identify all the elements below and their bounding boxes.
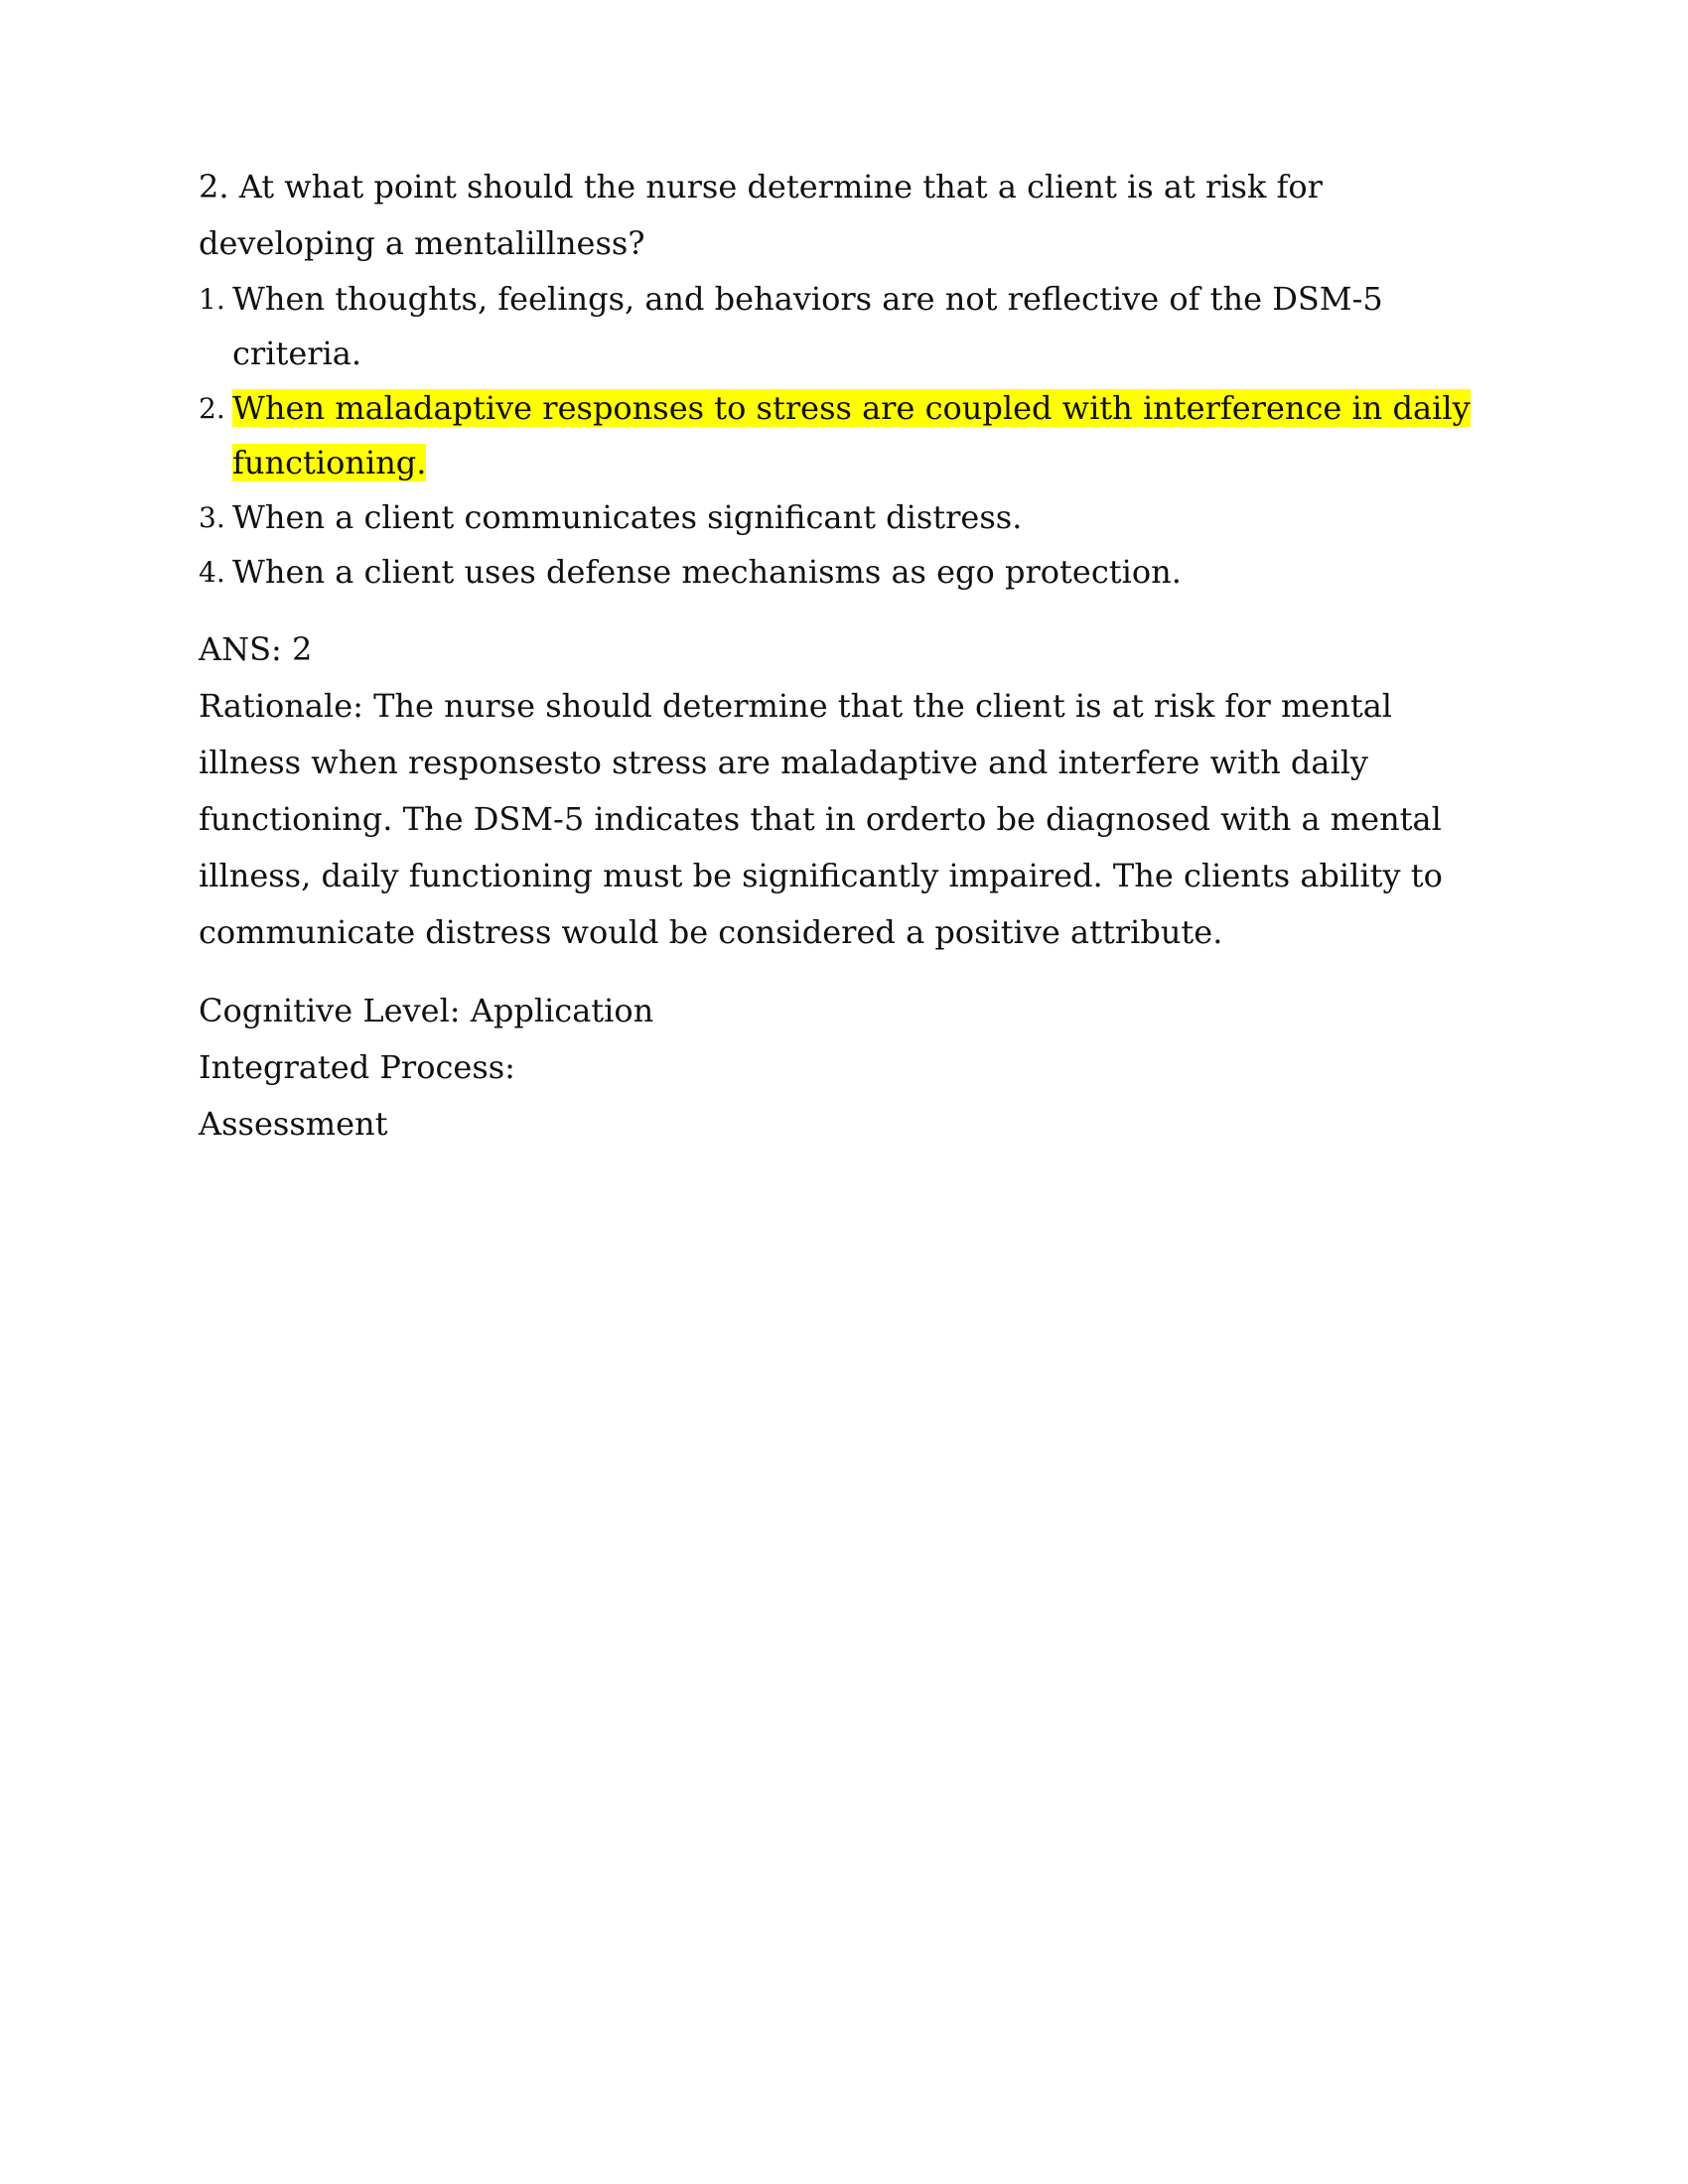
option-text: When a client uses defense mechanisms as ego protection.	[232, 553, 1182, 591]
question-block	[199, 159, 1489, 1153]
option-number: 1.	[199, 283, 225, 316]
cognitive-level: Cognitive Level: Application	[199, 992, 654, 1029]
option-text: When a client communicates significant distress.	[232, 498, 1023, 536]
option-1	[199, 272, 1489, 381]
answer-key: ANS: 2	[199, 630, 313, 668]
question-text: 2. At what point should the nurse determine that a client is at risk for developing a mentalillness?	[199, 168, 1323, 262]
option-number: 3.	[199, 501, 225, 534]
option-4	[199, 545, 1489, 600]
option-number: 4.	[199, 556, 225, 589]
option-2	[199, 381, 1489, 490]
question-metadata	[199, 983, 1489, 1153]
option-text: When thoughts, feelings, and behaviors are not reflective of the DSM-5 criteria.	[232, 280, 1383, 372]
rationale-text: Rationale: The nurse should determine that the client is at risk for mental illness when responsesto stress are maladaptive and interfere with daily functioning. The DSM-5 indicates that in orderto be diagnosed with a mental illness, daily functioning must be significantly impaired. The clients ability to communicate distress would be considered a positive attribute.	[199, 687, 1443, 951]
answer-options	[199, 272, 1489, 600]
integrated-process-value: Assessment	[199, 1105, 388, 1143]
option-3	[199, 490, 1489, 545]
option-number: 2.	[199, 392, 225, 425]
integrated-process-label: Integrated Process:	[199, 1048, 515, 1086]
option-text-highlighted: When maladaptive responses to stress are coupled with interference in daily functioning.	[232, 389, 1471, 481]
